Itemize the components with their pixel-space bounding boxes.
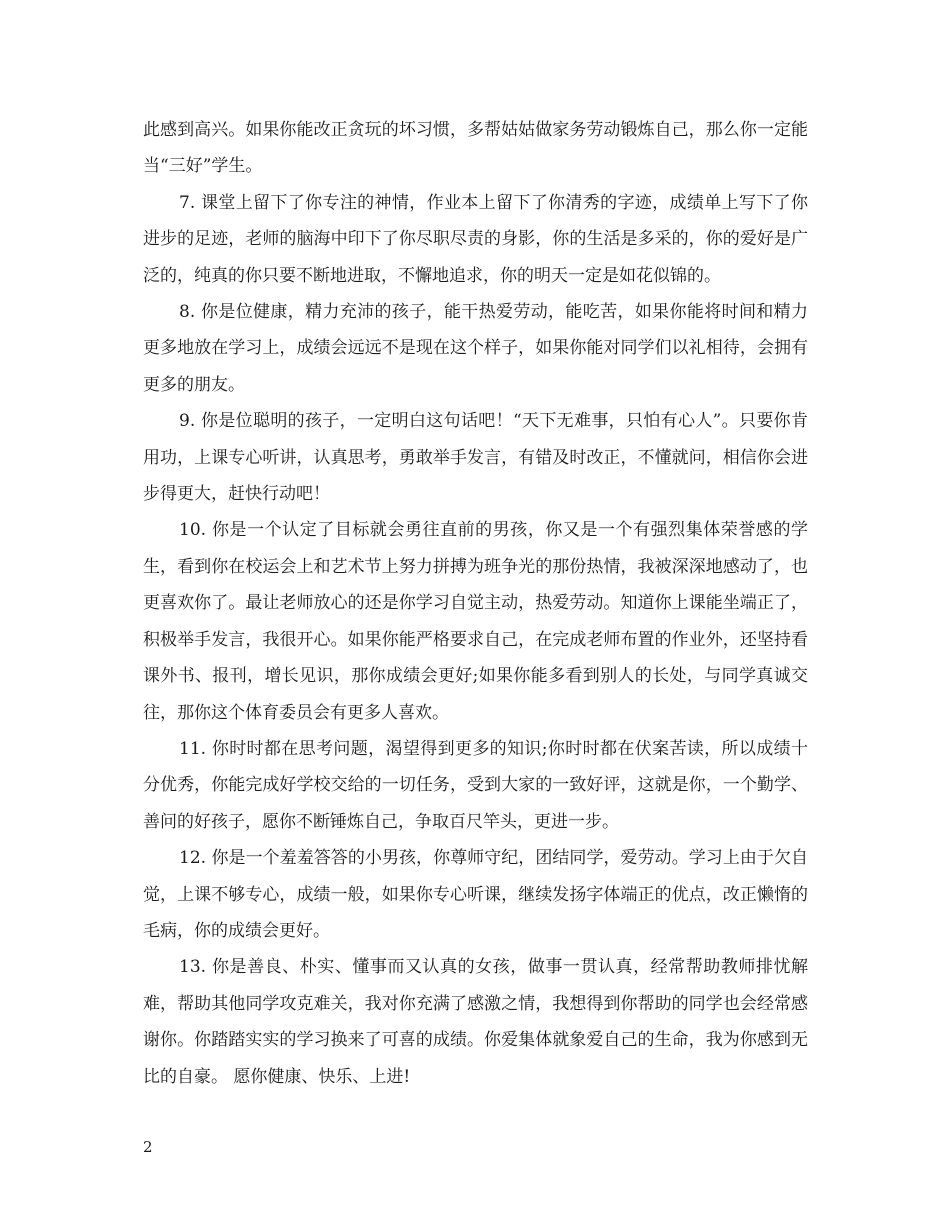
paragraph-11: [143, 731, 808, 840]
paragraph-number: 8.: [179, 302, 196, 323]
paragraph-9: [143, 403, 808, 512]
paragraph-text: 你是一个认定了目标就会勇往直前的男孩，你又是一个有强烈集体荣誉感的学生，看到你在校运会上和艺术节上努力拼搏为班争光的那份热情，我被深深地感动了，也更喜欢你了。最让老师放心的还是你学习自觉主动，热爱劳动。知道你上课能坐端正了，积极举手发言，我很开心。如果你能严格要求自己，在完成老师布置的作业外，还坚持看课外书、报刊，增长见识，那你成绩会更好;如果你能多看到别人的长处，与同学真诚交往，那你这个体育委员会有更多人喜欢。: [143, 520, 808, 723]
paragraph-number: 12.: [179, 848, 207, 869]
paragraph-10: [143, 512, 808, 730]
paragraph-text: 你是一个羞羞答答的小男孩，你尊师守纪，团结同学，爱劳动。学习上由于欠自觉，上课不够专心，成绩一般，如果你专心听课，继续发扬字体端正的优点，改正懒惰的毛病，你的成绩会更好。: [143, 848, 809, 941]
paragraph-number: 13.: [179, 957, 207, 978]
paragraph-text: 此感到高兴。如果你能改正贪玩的坏习惯，多帮姑姑做家务劳动锻炼自己，那么你一定能当“三好”学生。: [143, 120, 808, 177]
document-body: [143, 112, 808, 1095]
paragraph-number: 10.: [179, 520, 207, 541]
paragraph-13: [143, 949, 808, 1095]
paragraph-text: 你是善良、朴实、懂事而又认真的女孩，做事一贯认真，经常帮助教师排忧解难，帮助其他同学攻克难关，我对你充满了感激之情，我想得到你帮助的同学也会经常感谢你。你踏踏实实的学习换来了可喜的成绩。你爱集体就象爱自己的生命，我为你感到无比的自豪。 愿你健康、快乐、上进!: [143, 957, 808, 1087]
paragraph-number: 11.: [179, 738, 207, 759]
paragraph-8: [143, 294, 808, 403]
paragraph-number: 7.: [179, 192, 196, 213]
paragraph-text: 你是位聪明的孩子，一定明白这句话吧！“天下无难事，只怕有心人”。只要你肯用功，上课专心听讲，认真思考，勇敢举手发言，有错及时改正，不懂就问，相信你会进步得更大，赶快行动吧！: [143, 411, 809, 505]
paragraph-text: 你时时都在思考问题，渴望得到更多的知识;你时时都在伏案苦读，所以成绩十分优秀，你能完成好学校交给的一切任务，受到大家的一致好评，这就是你，一个勤学、善问的好孩子，愿你不断锤炼自己，争取百尺竿头，更进一步。: [143, 738, 809, 832]
paragraph-12: [143, 840, 808, 949]
paragraph-number: 9.: [179, 411, 196, 432]
paragraph-text: 课堂上留下了你专注的神情，作业本上留下了你清秀的字迹，成绩单上写下了你进步的足迹，老师的脑海中印下了你尽职尽责的身影，你的生活是多采的，你的爱好是广泛的，纯真的你只要不断地进取，不懈地追求，你的明天一定是如花似锦的。: [143, 192, 809, 286]
paragraph-continuation: [143, 112, 808, 185]
paragraph-text: 你是位健康，精力充沛的孩子，能干热爱劳动，能吃苦，如果你能将时间和精力更多地放在学习上，成绩会远远不是现在这个样子，如果你能对同学们以礼相待，会拥有更多的朋友。: [143, 302, 809, 395]
paragraph-7: [143, 185, 808, 294]
page-number: 2: [143, 1138, 153, 1156]
